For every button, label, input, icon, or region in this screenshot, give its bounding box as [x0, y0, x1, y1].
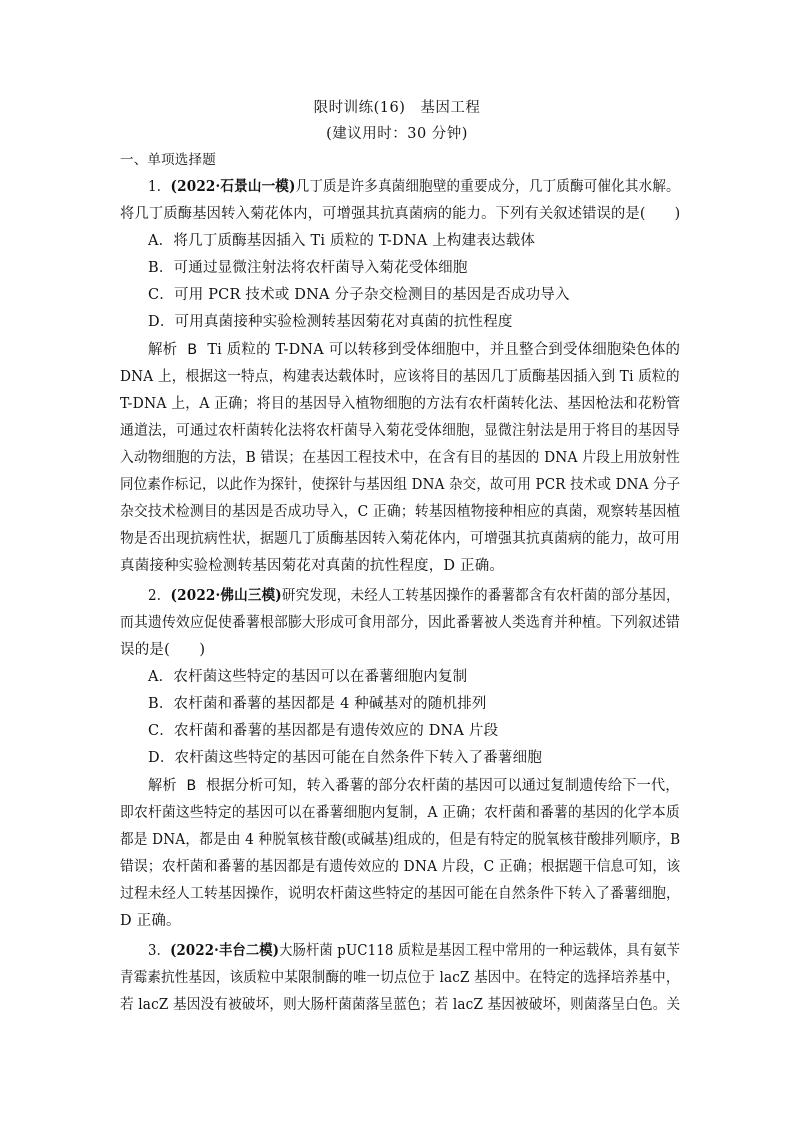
analysis-2-line: 都是 DNA，都是由 4 种脱氧核苷酸(或碱基)组成的，但是有特定的脱氧核苷酸排列顺序，B: [120, 832, 681, 848]
analysis-answer: B: [186, 778, 197, 794]
question-2-line-3: 误的是( ): [120, 642, 206, 658]
analysis-text: Ti 质粒的 T-DNA 可以转移到受体细胞中，并且整合到受体细胞染色体的: [207, 342, 681, 358]
analysis-text: 根据分析可知，转入番薯的部分农杆菌的基因可以通过复制遗传给下一代，: [206, 778, 680, 794]
analysis-1-line: 真菌接种实验检测转基因菊花对真菌的抗性程度，D 正确。: [120, 558, 505, 574]
option-d: D．农杆菌这些特定的基因可能在自然条件下转入了番薯细胞: [148, 750, 543, 766]
analysis-1-line: 通道法，可通过农杆菌转化法将农杆菌导入菊花受体细胞，显微注射法是用于将目的基因导: [120, 423, 681, 439]
analysis-1-line: 入动物细胞的方法，B 错误；在基因工程技术中，在含有目的基因的 DNA 片段上用放射性: [120, 450, 680, 466]
question-text: 几丁质是许多真菌细胞壁的重要成分，几丁质酶可催化其水解。: [295, 179, 680, 195]
analysis-2-line: D 正确。: [120, 913, 181, 929]
analysis-2-line: 错误；农杆菌和番薯的基因都是有遗传效应的 DNA 片段，C 正确；根据题干信息可知，该: [120, 859, 681, 875]
analysis-1-line: T-DNA 上，A 正确；将目的基因导入植物细胞的方法有农杆菌转化法、基因枪法和花粉管: [120, 396, 681, 412]
question-text: 研究发现，未经人工转基因操作的番薯都含有农杆菌的部分基因，: [281, 588, 680, 604]
question-2-line-1: [148, 586, 680, 606]
analysis-label: 解析: [148, 342, 178, 358]
document-title: 限时训练(16) 基因工程: [313, 100, 481, 116]
option-b: B．农杆菌和番薯的基因都是 4 种碱基对的随机排列: [148, 696, 487, 712]
question-source: (2022·丰台二模): [170, 942, 280, 959]
question-3-line-1: [148, 941, 680, 961]
option-a: A．将几丁质酶基因插入 Ti 质粒的 T-DNA 上构建表达载体: [148, 233, 536, 249]
analysis-2-line: 即农杆菌这些特定的基因可以在番薯细胞内复制，A 正确；农杆菌和番薯的基因的化学本质: [120, 805, 680, 821]
question-number: 3．: [148, 943, 171, 959]
analysis-label: 解析: [148, 778, 177, 794]
option-c: C．可用 PCR 技术或 DNA 分子杂交检测目的基因是否成功导入: [148, 287, 570, 303]
option-d: D．可用真菌接种实验检测转基因菊花对真菌的抗性程度: [148, 314, 513, 330]
question-number: 1．: [148, 179, 171, 195]
option-b: B．可通过显微注射法将农杆菌导入菊花受体细胞: [148, 260, 468, 276]
question-3-line-3: 若 lacZ 基因没有被破坏，则大肠杆菌菌落呈蓝色；若 lacZ 基因被破坏，则菌落呈白色。关: [120, 997, 681, 1013]
question-text: 大肠杆菌 pUC118 质粒是基因工程中常用的一种运载体，具有氨苄: [279, 943, 681, 959]
analysis-2-first-line: [148, 776, 680, 796]
question-2-line-2: 而其遗传效应促使番薯根部膨大形成可食用部分，因此番薯被人类选育并种植。下列叙述错: [120, 615, 681, 631]
analysis-1-line: 同位素作标记，以此作为探针，使探针与基因组 DNA 杂交，故可用 PCR 技术或 DNA 分子: [120, 477, 681, 493]
section-heading: 一、单项选择题: [120, 152, 216, 168]
question-1-line-1: [148, 177, 680, 197]
analysis-1-line: 物是否出现抗病性状，据题几丁质酶基因转入菊花体内，可增强其抗真菌病的能力，故可用: [120, 531, 681, 547]
question-source: (2022·石景山一模): [170, 178, 296, 195]
analysis-1-line: DNA 上，根据这一特点，构建表达载体时，应该将目的基因几丁质酶基因插入到 Ti 质粒的: [120, 369, 680, 385]
suggested-time: (建议用时：30 分钟): [326, 126, 468, 142]
analysis-1-first-line: [148, 340, 680, 360]
analysis-1-line: 杂交技术检测目的基因是否成功导入，C 正确；转基因植物接种相应的真菌，观察转基因植: [120, 504, 681, 520]
option-c: C．农杆菌和番薯的基因都是有遗传效应的 DNA 片段: [148, 723, 499, 739]
question-source: (2022·佛山三模): [170, 587, 282, 604]
question-1-line-2: 将几丁质酶基因转入菊花体内，可增强其抗真菌病的能力。下列有关叙述错误的是( ): [120, 206, 681, 222]
analysis-2-line: 过程未经人工转基因操作，说明农杆菌这些特定的基因可能在自然条件下转入了番薯细胞，: [120, 886, 681, 902]
question-3-line-2: 青霉素抗性基因，该质粒中某限制酶的唯一切点位于 lacZ 基因中。在特定的选择培养基中，: [120, 970, 680, 986]
option-a: A．农杆菌这些特定的基因可以在番薯细胞内复制: [148, 669, 468, 685]
question-number: 2．: [148, 588, 171, 604]
analysis-answer: B: [187, 342, 198, 358]
